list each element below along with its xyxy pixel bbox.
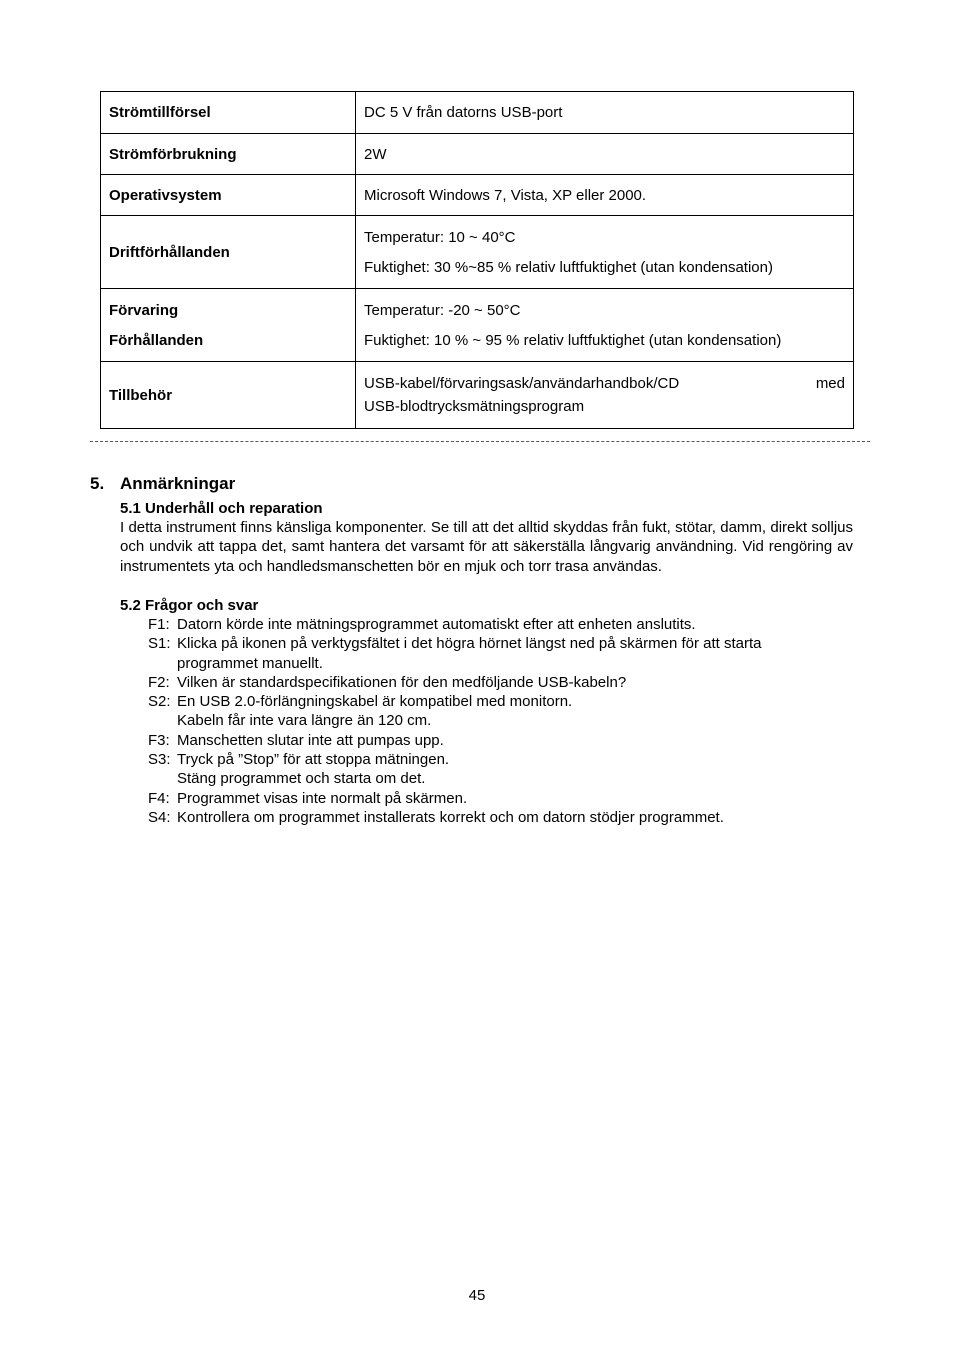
faq-label: S4: bbox=[148, 808, 171, 826]
faq-item bbox=[148, 750, 853, 789]
faq-line: Stäng programmet och starta om det. bbox=[177, 770, 426, 788]
faq-line: Programmet visas inte normalt på skärmen. bbox=[177, 789, 468, 807]
dashed-divider bbox=[90, 441, 870, 442]
section-title: Anmärkningar bbox=[120, 474, 236, 493]
subsection-title: 5.2 Frågor och svar bbox=[120, 597, 259, 614]
faq-line: Kontrollera om programmet installerats korrekt och om datorn stödjer programmet. bbox=[177, 808, 724, 826]
faq-line: Vilken är standardspecifikationen för den medföljande USB-kabeln? bbox=[177, 673, 627, 691]
faq-line: Datorn körde inte mätningsprogrammet automatiskt efter att enheten anslutits. bbox=[177, 616, 696, 633]
faq-item bbox=[148, 673, 853, 692]
table-row bbox=[101, 289, 854, 362]
faq-line: programmet manuellt. bbox=[177, 654, 323, 672]
spec-key bbox=[101, 289, 356, 362]
spec-value-line bbox=[364, 375, 845, 392]
spec-value-text: USB-kabel/förvaringsask/användarhandbok/CD bbox=[364, 375, 680, 392]
faq-label: F1: bbox=[148, 616, 170, 633]
faq-text bbox=[177, 808, 853, 827]
spec-value-line: Fuktighet: 10 % ~ 95 % relativ luftfuktighet (utan kondensation) bbox=[364, 331, 782, 349]
faq-text bbox=[177, 634, 853, 673]
faq-text bbox=[177, 750, 853, 789]
faq-line: En USB 2.0-förlängningskabel är kompatibel med monitorn. bbox=[177, 693, 573, 711]
faq-text bbox=[177, 673, 853, 692]
faq-label: F2: bbox=[148, 673, 170, 691]
spec-value: 2W bbox=[356, 134, 854, 175]
spec-key: Strömförbrukning bbox=[101, 134, 356, 175]
faq-item bbox=[148, 731, 853, 750]
table-row bbox=[101, 216, 854, 289]
faq-text bbox=[177, 789, 853, 808]
spec-value bbox=[356, 216, 854, 289]
faq-item bbox=[148, 692, 853, 731]
subsection-title: 5.1 Underhåll och reparation bbox=[120, 500, 323, 517]
section-heading bbox=[90, 474, 235, 494]
table-row bbox=[101, 362, 854, 429]
faq-line: Klicka på ikonen på verktygsfältet i det högra hörnet längst ned på skärmen för att starta bbox=[177, 635, 762, 653]
spec-key: Tillbehör bbox=[101, 362, 356, 429]
page-number: 45 bbox=[468, 1287, 486, 1304]
spec-value: Microsoft Windows 7, Vista, XP eller 2000. bbox=[356, 175, 854, 216]
spec-key: Operativsystem bbox=[101, 175, 356, 216]
faq-item bbox=[148, 808, 853, 827]
faq-label: S2: bbox=[148, 693, 171, 711]
faq-label: F4: bbox=[148, 789, 170, 807]
faq-label: S3: bbox=[148, 751, 171, 769]
faq-item bbox=[148, 634, 853, 673]
faq-line: Kabeln får inte vara längre än 120 cm. bbox=[177, 712, 432, 730]
spec-value bbox=[356, 362, 854, 429]
spec-value-line: Fuktighet: 30 %~85 % relativ luftfuktighet (utan kondensation) bbox=[364, 258, 773, 276]
spec-key: Strömtillförsel bbox=[101, 92, 356, 134]
faq-label: S1: bbox=[148, 635, 171, 653]
spec-value-line: Temperatur: -20 ~ 50°C bbox=[364, 301, 521, 319]
section-number: 5. bbox=[90, 474, 105, 493]
spec-value bbox=[356, 289, 854, 362]
faq-line: Manschetten slutar inte att pumpas upp. bbox=[177, 731, 444, 749]
faq-text bbox=[177, 731, 853, 750]
faq-line: Tryck på ”Stop” för att stoppa mätningen. bbox=[177, 751, 450, 769]
maintenance-paragraph: I detta instrument finns känsliga komponenter. Se till att det alltid skyddas från fukt, stötar, damm, direkt solljus och undvik att tappa det, samt hantera det varsamt för att säkerställa långvarig användning. Vid rengöring av instrumentets yta och handledsmanschetten bör en mjuk och torr trasa användas. bbox=[120, 519, 853, 575]
spec-value-line: Temperatur: 10 ~ 40°C bbox=[364, 228, 516, 246]
spec-key-line: Förhållanden bbox=[109, 331, 204, 349]
spec-value: DC 5 V från datorns USB-port bbox=[356, 92, 854, 134]
spec-value-line: USB-blodtrycksmätningsprogram bbox=[364, 398, 585, 415]
faq-item bbox=[148, 615, 853, 634]
specification-table bbox=[100, 91, 854, 429]
faq-text bbox=[177, 692, 853, 731]
spec-key: Driftförhållanden bbox=[101, 216, 356, 289]
table-row bbox=[101, 175, 854, 216]
faq-list bbox=[148, 615, 853, 827]
faq-label: F3: bbox=[148, 731, 170, 749]
table-row bbox=[101, 134, 854, 175]
table-row bbox=[101, 92, 854, 134]
spec-value-text: med bbox=[815, 375, 845, 392]
faq-item bbox=[148, 789, 853, 808]
spec-key-line: Förvaring bbox=[109, 301, 179, 319]
faq-text bbox=[177, 615, 853, 634]
